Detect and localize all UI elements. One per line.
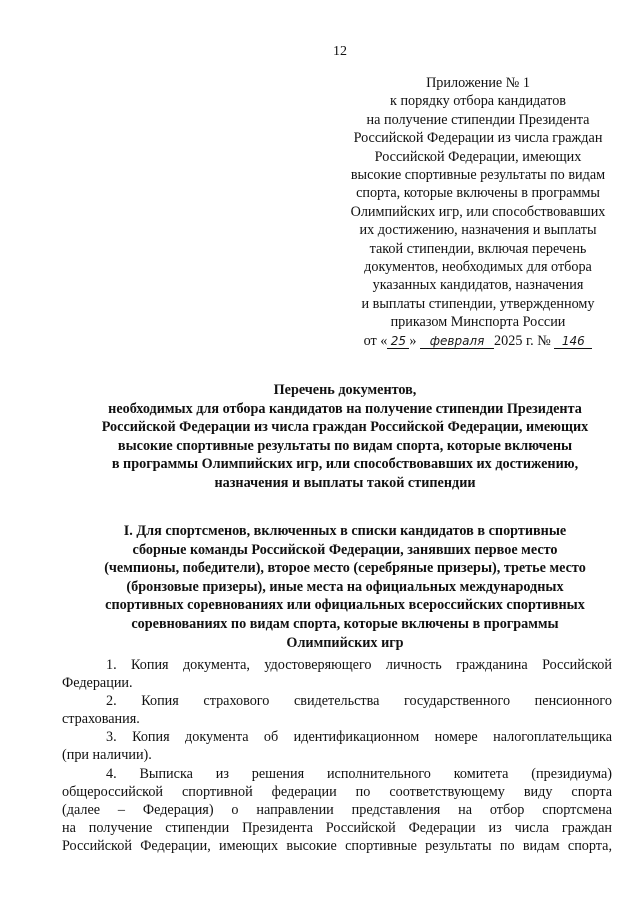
appendix-line: указанных кандидатов, назначения: [372, 277, 584, 294]
appendix-line: Приложение № 1: [426, 75, 530, 91]
item-line: 4. Выписка из решения исполнительного комитета (президиума): [106, 765, 612, 782]
appendix-line: спорта, которые включены в программы: [356, 185, 600, 202]
list-item: [62, 656, 612, 692]
handwritten-order-number: 146: [554, 334, 592, 349]
item-line: 1. Копия документа, удостоверяющего личность гражданина Российской: [106, 657, 612, 673]
item-line: Российской Федерации, имеющих высокие спортивные результаты по видам спорта,: [62, 837, 612, 854]
title-line: Российской Федерации из числа граждан Российской Федерации, имеющих: [101, 419, 589, 436]
list-item: [62, 728, 612, 764]
item-line: общероссийской спортивной федерации по соответствующему виду спорта: [62, 783, 612, 800]
title-line: Перечень документов,: [273, 382, 417, 398]
title-line: в программы Олимпийских игр, или способствовавших их достижению,: [111, 456, 579, 473]
appendix-line: их достижению, назначения и выплаты: [359, 222, 597, 239]
document-title: [48, 381, 640, 493]
appendix-line: документов, необходимых для отбора: [364, 259, 592, 276]
date-prefix: от «: [363, 332, 388, 349]
date-mid: »: [409, 332, 417, 349]
section-line: соревнованиях по видам спорта, которые включены в программы: [131, 615, 559, 632]
item-line: страхования.: [62, 711, 140, 728]
appendix-line: Российской Федерации, имеющих: [374, 148, 582, 165]
appendix-line: такой стипендии, включая перечень: [369, 240, 587, 257]
document-body: [62, 656, 612, 855]
item-line: на получение стипендии Президента Российской Федерации из числа граждан: [62, 819, 612, 836]
item-line: (при наличии).: [62, 747, 152, 764]
appendix-line: Российской Федерации из числа граждан: [353, 130, 603, 147]
item-line: (далее – Федерация) о направлении представления на отбор спортсмена: [62, 801, 612, 818]
handwritten-day: 25: [387, 334, 409, 349]
title-line: высокие спортивные результаты по видам спорта, которые включены: [117, 437, 573, 454]
item-line: Федерации.: [62, 675, 133, 692]
section-line: сборные команды Российской Федерации, занявших первое место: [132, 541, 558, 558]
page-number: 12: [333, 44, 347, 59]
appendix-line: Олимпийских игр, или способствовавших: [350, 203, 606, 220]
date-year: 2025 г. №: [494, 332, 551, 349]
list-item: [62, 765, 612, 855]
appendix-line: приказом Минспорта России: [390, 314, 566, 331]
list-item: [62, 692, 612, 728]
title-line: назначения и выплаты такой стипендии: [214, 474, 476, 491]
appendix-header: [318, 74, 638, 350]
appendix-line: к порядку отбора кандидатов: [390, 93, 566, 110]
item-line: 2. Копия страхового свидетельства государственного пенсионного: [106, 693, 612, 710]
section-heading: [48, 522, 640, 652]
section-line: I. Для спортсменов, включенных в списки кандидатов в спортивные: [123, 523, 567, 539]
appendix-line: и выплаты стипендии, утвержденному: [361, 295, 595, 312]
section-line: (чемпионы, победители), второе место (серебряные призеры), третье место: [104, 560, 586, 577]
order-date-line: [318, 332, 638, 350]
section-line: (бронзовые призеры), иные места на официальных международных: [126, 578, 564, 595]
item-line: 3. Копия документа об идентификационном номере налогоплательщика: [106, 729, 612, 746]
section-line: Олимпийских игр: [286, 634, 404, 651]
appendix-line: на получение стипендии Президента: [366, 111, 590, 128]
handwritten-month: февраля: [420, 334, 494, 349]
title-line: необходимых для отбора кандидатов на получение стипендии Президента: [108, 400, 582, 417]
appendix-line: высокие спортивные результаты по видам: [350, 167, 606, 184]
section-line: спортивных соревнованиях или официальных всероссийских спортивных: [105, 597, 585, 614]
